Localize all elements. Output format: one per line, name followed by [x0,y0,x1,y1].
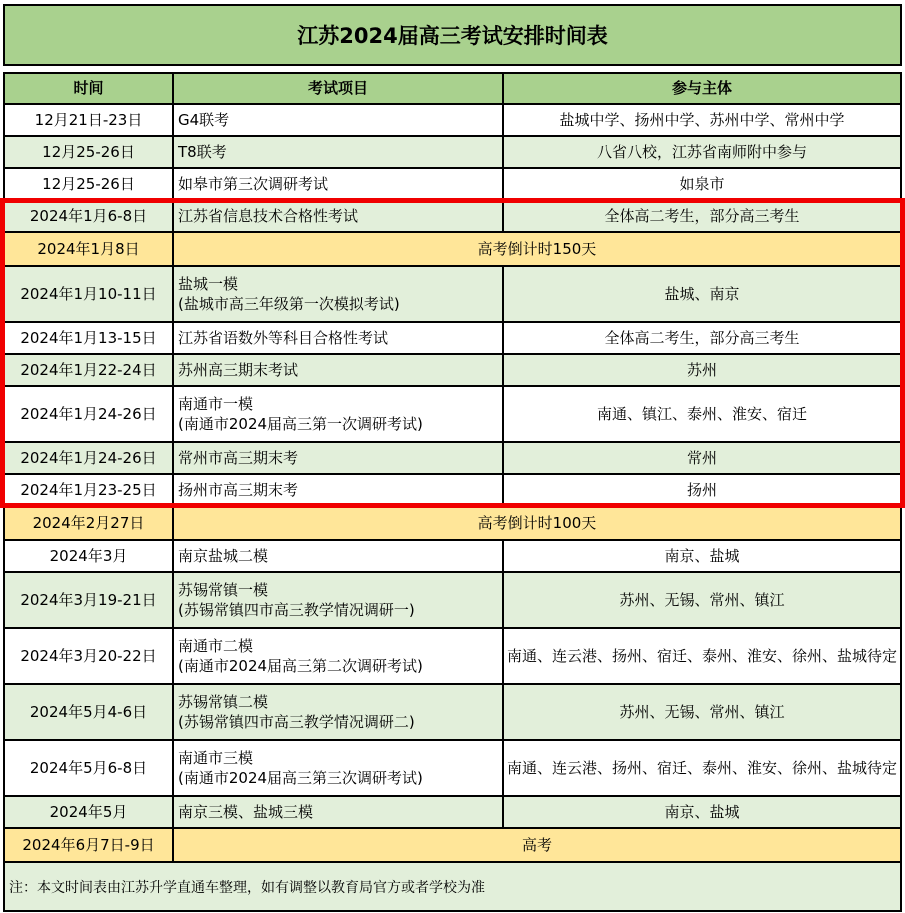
cell-time: 2024年1月23-25日 [5,475,174,505]
table-row [5,201,900,233]
exam-item-line1: 常州市高三期末考 [178,448,299,467]
cell-participants: 扬州 [686,480,717,499]
table-row [5,685,900,741]
table-row [5,629,900,685]
cell-merged-event: 高考 [521,835,552,854]
header-time: 时间 [5,74,174,103]
exam-item-line1: 苏锡常镇二模 [178,692,269,711]
cell-time: 2024年2月27日 [5,507,174,539]
cell-participants: 苏州、无锡、常州、镇江 [619,702,785,721]
cell-exam-item [174,355,504,385]
table-row [5,267,900,323]
cell-time: 2024年1月22-24日 [5,355,174,385]
cell-merged-event: 高考倒计时100天 [477,513,597,532]
cell-participants: 如泉市 [679,174,725,193]
cell-time: 2024年3月19-21日 [5,573,174,627]
table-row [5,507,900,541]
exam-item-line1: 南通市三模 [178,748,254,767]
exam-item-line1: 南京盐城二模 [178,546,269,565]
cell-participants: 南通、连云港、扬州、宿迁、泰州、淮安、徐州、盐城待定 [506,646,897,665]
cell-exam-item [174,387,504,441]
exam-item-line2: (南通市2024届高三第二次调研考试) [178,657,423,675]
exam-item-line1: 江苏省信息技术合格性考试 [178,206,359,225]
table-row [5,741,900,797]
cell-participants: 常州 [686,448,717,467]
exam-item-line2: (南通市2024届高三第三次调研考试) [178,769,423,787]
cell-participants: 南通、镇江、泰州、淮安、宿迁 [596,404,807,423]
table-row [5,323,900,355]
exam-item-line1: 江苏省语数外等科目合格性考试 [178,328,389,347]
cell-participants: 南通、连云港、扬州、宿迁、泰州、淮安、徐州、盐城待定 [506,758,897,777]
table-row [5,233,900,267]
exam-item-line2: (盐城市高三年级第一次模拟考试) [178,295,400,313]
page-title: 江苏2024届高三考试安排时间表 [3,4,902,66]
table-row [5,355,900,387]
cell-exam-item [174,169,504,199]
cell-time: 12月25-26日 [5,169,174,199]
table-row [5,387,900,443]
cell-participants: 全体高二考生，部分高三考生 [604,206,800,225]
exam-item-line1: 南京三模、盐城三模 [178,802,314,821]
exam-schedule-table [3,72,902,912]
cell-participants: 八省八校，江苏省南师附中参与 [596,142,807,161]
cell-exam-item [174,741,504,795]
cell-participants: 盐城中学、扬州中学、苏州中学、常州中学 [559,110,845,129]
exam-item-line1: 盐城一模 [178,274,239,293]
cell-time: 2024年1月13-15日 [5,323,174,353]
cell-exam-item [174,443,504,473]
footnote-text: 注：本文时间表由江苏升学直通车整理，如有调整以教育局官方或者学校为准 [9,879,485,896]
cell-merged-event: 高考倒计时150天 [477,239,597,258]
table-row [5,475,900,507]
cell-exam-item [174,573,504,627]
exam-item-line2: (苏锡常镇四市高三教学情况调研一) [178,601,415,619]
table-row [5,169,900,201]
cell-exam-item [174,629,504,683]
cell-participants: 苏州 [686,360,717,379]
cell-time: 2024年5月6-8日 [5,741,174,795]
exam-item-line1: 南通市二模 [178,636,254,655]
table-row [5,829,900,863]
exam-item-line1: 苏锡常镇一模 [178,580,269,599]
exam-item-line1: 如皋市第三次调研考试 [178,174,329,193]
cell-time: 2024年1月24-26日 [5,387,174,441]
exam-item-line1: T8联考 [178,142,227,161]
cell-exam-item [174,797,504,827]
header-participants: 参与主体 [671,79,732,98]
cell-exam-item [174,541,504,571]
table-row [5,797,900,829]
cell-participants: 苏州、无锡、常州、镇江 [619,590,785,609]
cell-time: 2024年6月7日-9日 [5,829,174,861]
cell-time: 12月21日-23日 [5,105,174,135]
cell-time: 2024年1月10-11日 [5,267,174,321]
cell-exam-item [174,685,504,739]
cell-time: 2024年1月6-8日 [5,201,174,231]
table-row [5,105,900,137]
cell-participants: 南京、盐城 [664,546,740,565]
cell-exam-item [174,267,504,321]
exam-item-line1: 扬州市高三期末考 [178,480,299,499]
table-row [5,541,900,573]
table-body [5,105,900,863]
cell-participants: 全体高二考生，部分高三考生 [604,328,800,347]
cell-time: 2024年1月8日 [5,233,174,265]
cell-time: 2024年3月 [5,541,174,571]
cell-time: 2024年1月24-26日 [5,443,174,473]
exam-item-line2: (南通市2024届高三第一次调研考试) [178,415,423,433]
exam-item-line1: 苏州高三期末考试 [178,360,299,379]
cell-exam-item [174,475,504,505]
cell-time: 2024年5月4-6日 [5,685,174,739]
exam-item-line1: G4联考 [178,110,230,129]
cell-time: 12月25-26日 [5,137,174,167]
exam-item-line1: 南通市一模 [178,394,254,413]
table-header-row [5,72,900,105]
header-exam-item: 考试项目 [174,74,504,103]
cell-participants: 盐城、南京 [664,284,740,303]
cell-exam-item [174,201,504,231]
cell-time: 2024年3月20-22日 [5,629,174,683]
table-row [5,573,900,629]
footnote-row [5,863,900,912]
table-row [5,443,900,475]
cell-exam-item [174,105,504,135]
cell-exam-item [174,323,504,353]
cell-participants: 南京、盐城 [664,802,740,821]
exam-item-line2: (苏锡常镇四市高三教学情况调研二) [178,713,415,731]
table-row [5,137,900,169]
cell-exam-item [174,137,504,167]
cell-time: 2024年5月 [5,797,174,827]
